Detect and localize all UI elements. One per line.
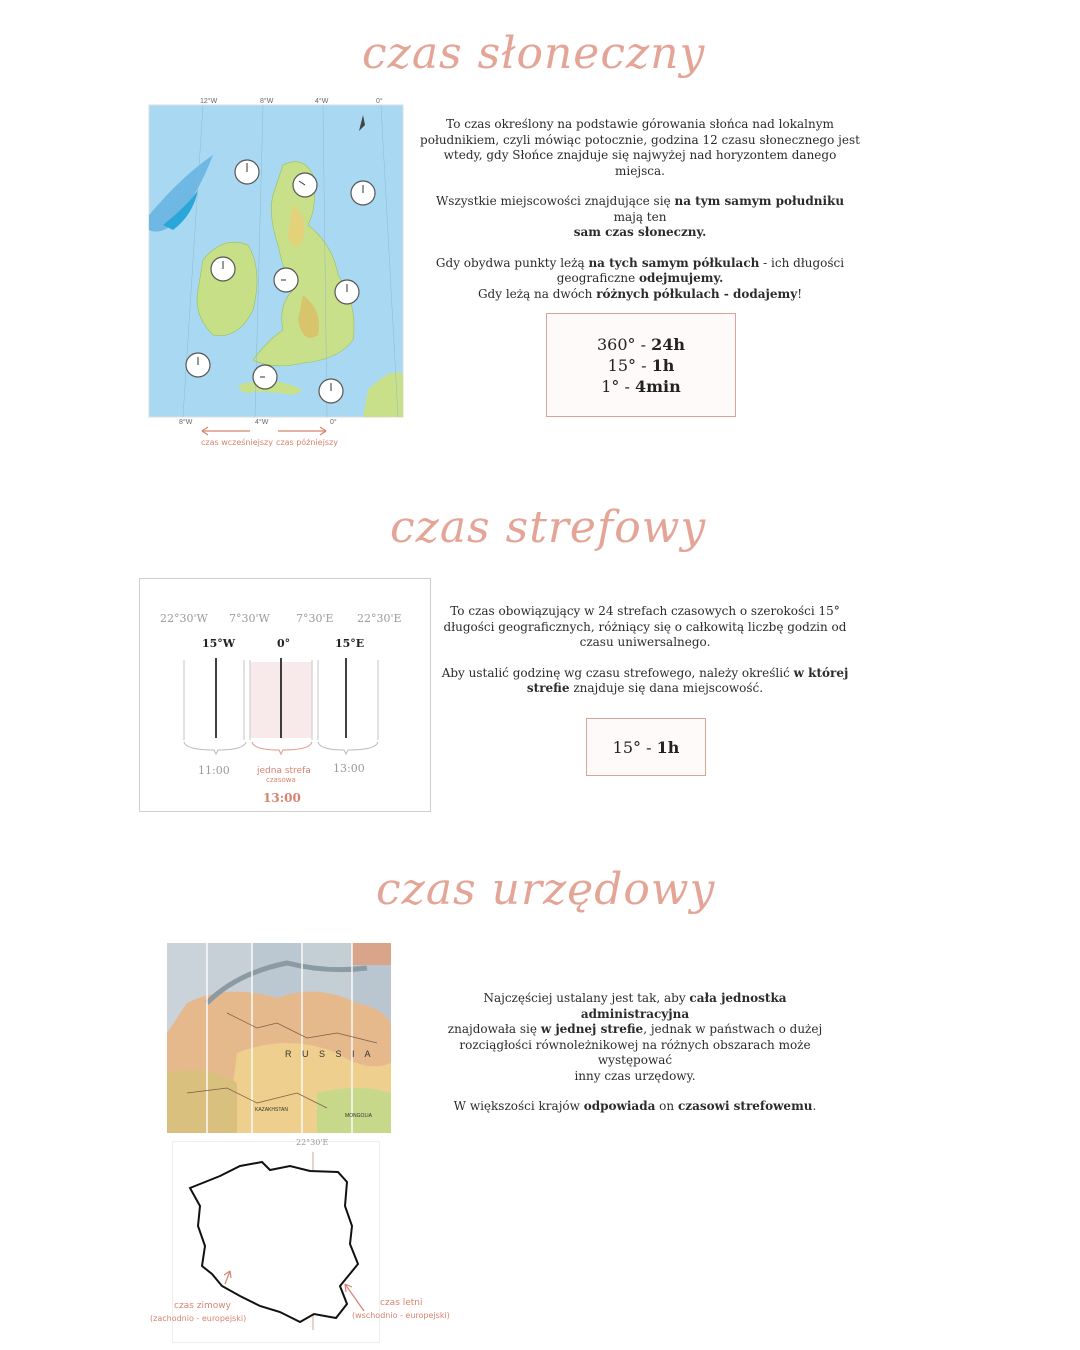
map-bottom-4w: 4°W xyxy=(255,419,269,426)
solar-para3-d: geograficzne xyxy=(556,271,640,285)
arrow-label-later: czas późniejszy xyxy=(276,438,338,447)
zone-top-1: 22°30'W xyxy=(160,612,208,625)
conversion-15-deg: 15° - xyxy=(607,355,652,375)
map-label-8w: 8°W xyxy=(260,98,274,105)
official-para2-d: czasowi strefowemu xyxy=(677,1099,813,1113)
arrow-label-earlier: czas wcześniejszy xyxy=(201,438,273,447)
official-para1-a: Najczęściej ustalany jest tak, aby xyxy=(483,991,690,1005)
map-label-4w: 4°W xyxy=(315,98,329,105)
map-label-12w: 12°W xyxy=(200,98,218,105)
solar-para1-line3: wtedy, gdy Słońce znajduje się najwyżej nad horyzontem danego miejsca. xyxy=(443,148,837,178)
official-para1-e: , jednak w państwach o dużej xyxy=(643,1022,823,1036)
zone-meridian-0: 0° xyxy=(277,637,291,650)
official-para1-b: cała jednostka administracyjna xyxy=(580,991,787,1021)
official-para2-c: on xyxy=(655,1099,678,1113)
british-isles-map xyxy=(143,95,409,450)
solar-conversion-box xyxy=(546,313,736,417)
zone-note-line1: jedna strefa xyxy=(257,766,311,776)
zone-conversion-deg: 15° - xyxy=(612,737,657,757)
zone-para1-line3: czasu uniwersalnego. xyxy=(579,635,711,649)
map-bottom-0: 0° xyxy=(330,419,337,426)
zone-meridian-15e: 15°E xyxy=(335,637,365,650)
official-para2-b: odpowiada xyxy=(583,1099,656,1113)
map-label-mongolia: MONGOLIA xyxy=(345,1113,372,1119)
official-para1-c: znajdowała się xyxy=(447,1022,541,1036)
solar-para3-e: odejmujemy. xyxy=(639,271,724,285)
time-zone-diagram xyxy=(139,578,431,812)
zone-top-4: 22°30'E xyxy=(357,612,402,625)
solar-para3-a: Gdy obydwa punkty leżą xyxy=(435,255,589,270)
zone-center-time: 13:00 xyxy=(263,791,301,805)
zone-meridian-15w: 15°W xyxy=(202,637,236,650)
solar-para3-b: na tych samym półkulach xyxy=(588,255,760,270)
zone-conversion-val: 1h xyxy=(656,737,680,757)
conversion-row-360 xyxy=(597,334,685,355)
zone-conversion-box xyxy=(586,718,706,776)
summer-time-label: czas letni xyxy=(380,1298,423,1308)
zone-conversion-row xyxy=(613,737,680,758)
official-para2-e: . xyxy=(812,1099,817,1113)
zone-para2-c: strefie xyxy=(526,681,570,695)
solar-para4-c: ! xyxy=(797,286,803,301)
solar-para1-line2: południkiem, czyli mówiąc potocznie, godzina 12 czasu słonecznego jest xyxy=(420,132,860,147)
title-zone-time: czas strefowy xyxy=(390,502,707,553)
conversion-row-1 xyxy=(601,376,681,397)
zone-time-left: 11:00 xyxy=(198,764,230,777)
solar-para2-d: sam czas słoneczny. xyxy=(573,225,707,239)
solar-para4-a: Gdy leżą na dwóch xyxy=(477,286,597,301)
official-para1-d: w jednej strefie xyxy=(540,1022,644,1036)
solar-description xyxy=(420,117,860,302)
title-solar-time: czas słoneczny xyxy=(362,28,706,79)
zone-note-line2: czasowa xyxy=(266,776,296,784)
conversion-360-val: 24h xyxy=(651,334,686,354)
zone-para2-d: znajduje się dana miejscowość. xyxy=(569,681,764,695)
official-description xyxy=(430,991,840,1130)
map-label-kazakhstan: KAZAKHSTAN xyxy=(255,1107,288,1113)
zone-top-2: 7°30'W xyxy=(229,612,270,625)
map-bottom-8w: 8°W xyxy=(179,419,193,426)
conversion-1-deg: 1° - xyxy=(601,376,635,396)
solar-para4-b: różnych półkulach - dodajemy xyxy=(596,286,798,301)
conversion-1-val: 4min xyxy=(634,376,681,396)
title-official-time: czas urzędowy xyxy=(376,864,716,915)
zone-top-3: 7°30'E xyxy=(296,612,334,625)
zone-para2-a: Aby ustalić godzinę wg czasu strefowego, należy określić xyxy=(441,665,794,680)
official-para2-a: W większości krajów xyxy=(453,1099,584,1113)
map-label-0: 0° xyxy=(376,98,383,105)
conversion-row-15 xyxy=(608,355,675,376)
poland-map xyxy=(140,1136,460,1346)
solar-para1-line1: To czas określony na podstawie górowania słońca nad lokalnym xyxy=(446,117,834,131)
poland-meridian-label: 22°30'E xyxy=(296,1138,329,1147)
conversion-15-val: 1h xyxy=(651,355,675,375)
conversion-360-deg: 360° - xyxy=(596,334,652,354)
zone-time-right: 13:00 xyxy=(333,762,365,775)
official-para1-g: inny czas urzędowy. xyxy=(574,1068,696,1083)
zone-para1-line1: To czas obowiązujący w 24 strefach czasowych o szerokości 15° xyxy=(450,604,840,618)
map-label-russia: R U S S I A xyxy=(285,1049,375,1059)
solar-para2-a: Wszystkie miejscowości znajdujące się xyxy=(435,194,675,208)
solar-para3-c: - ich długości xyxy=(759,255,845,270)
summer-time-sub: (wschodnio - europejski) xyxy=(352,1311,450,1320)
winter-time-label: czas zimowy xyxy=(174,1301,231,1311)
zone-description xyxy=(430,604,860,712)
russia-timezone-map xyxy=(167,943,391,1133)
official-para1-f: rozciągłości równoleżnikowej na różnych obszarach może występować xyxy=(459,1037,811,1067)
winter-time-sub: (zachodnio - europejski) xyxy=(150,1314,247,1323)
solar-para2-b: na tym samym południku xyxy=(674,194,845,208)
zone-para1-line2: długości geograficznych, różniący się o całkowitą liczbę godzin od xyxy=(443,619,847,634)
zone-para2-b: w której xyxy=(793,665,849,680)
solar-para2-c: mają ten xyxy=(613,209,667,224)
